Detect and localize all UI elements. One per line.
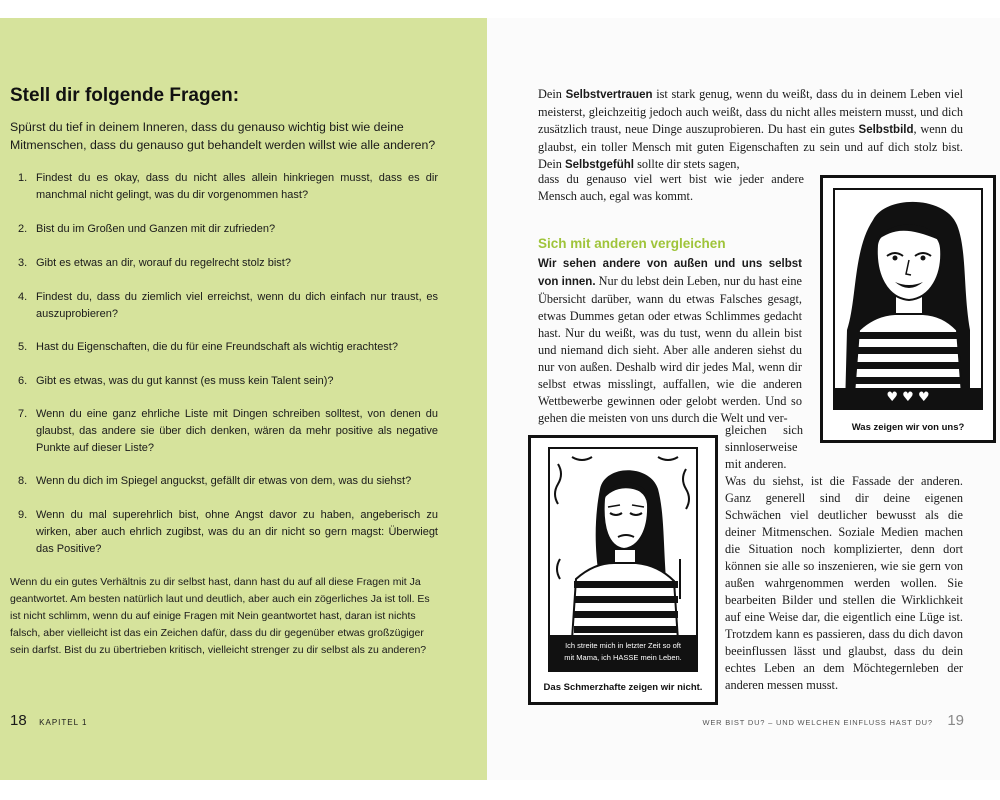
list-text: Gibt es etwas, was du gut kannst (es muss kein Talent sein)?	[36, 375, 334, 387]
list-item	[18, 373, 438, 390]
intro-paragraph: Spürst du tief in deinem Inneren, dass du genauso wichtig bist wie deine Mitmenschen, dass du genauso gut behandelt werden willst wie alle anderen?	[10, 120, 436, 152]
list-text: Findest du, dass du ziemlich viel erreichst, wenn du dich einfach nur traust, es auszuprobieren?	[36, 291, 438, 320]
illustration-caption-1: Was zeigen wir von uns?	[851, 422, 965, 433]
list-number: 1.	[18, 172, 28, 184]
illustration-caption-2: Das Schmerzhafte zeigen wir nicht.	[543, 682, 703, 693]
list-text: Gibt es etwas an dir, worauf du regelrecht stolz bist?	[36, 257, 291, 269]
list-number: 2.	[18, 223, 28, 235]
right-folio	[702, 712, 964, 730]
body-paragraph-1	[538, 86, 963, 174]
text-run: Nur du lebst dein Leben, nur du hast eine Übersicht darüber, wann du etwas Falsches gesagt, etwas Dummes getan oder etwas Schlimmes gedacht hast. Nur du weißt, was du tust, wenn du allein bist und niemand dich sieht. Aber alle anderen siehst du nur von außen. Deshalb wird dir jedes Mal, wenn dir selbst etwas misslingt, auffallen, wie die anderen Wettbewerbe gewinnen oder gelobt werden. Und so gehen die meisten von uns durch die Welt und ver-	[538, 274, 803, 425]
illustration-frame-hidden	[528, 435, 718, 705]
body-paragraph-3: Was du siehst, ist die Fassade der anderen. Ganz generell sind dir deine eigenen Schwächen viel deutlicher bewusst als die deiner Mitmenschen. Soziale Medien machen die Situation noch komplizierter, denn dort können sie alle so inszenieren, wie sie gern von außen wahrgenommen werden wollen. Sie bearbeiten Bilder und stellen die Wirklichkeit auf eine Weise dar, die eigentlich eine Lüge ist. Trotzdem kann es passieren, dass du dich davon beeinflussen lässt und glaubst, dass du dein echtes Leben an dem Möchtegernleben der anderen messen musst.	[725, 474, 963, 692]
text-run: ist stark genug, wenn du weißt, dass du in deinem Leben viel meisterst, gleichzeitig jedoch auch weißt, dass du nicht alles meistern musst, und dich zusätzlich traust, neue Dinge auszuprobieren. Du hast ein gutes	[538, 87, 964, 136]
list-number: 8.	[18, 475, 28, 487]
page-number: 19	[947, 712, 964, 729]
body-paragraph-2-narrow: gleichen sich sinnloserweise mit anderen.	[725, 423, 803, 471]
list-text: Bist du im Großen und Ganzen mit dir zufrieden?	[36, 223, 276, 235]
summary-paragraph: Wenn du ein gutes Verhältnis zu dir selbst hast, dann hast du auf all diese Fragen mit Ja geantwortet. Am besten natürlich laut und deutlich, aber auch ein zögerliches Ja ist toll. Es ist nicht schlimm, wenn du auf einige Fragen mit Nein geantwortet hast, daran ist nichts falsch, aber vielleicht ist das ein Zeichen dafür, dass du dir gegenüber etwas großzügiger sein darfst. Bist du zu übertrieben kritisch, vielleicht strenger zu dir selbst als zu anderen?	[10, 576, 430, 656]
text-run: Dein	[538, 87, 566, 101]
list-item	[18, 339, 438, 356]
speech-text	[550, 640, 696, 664]
term-selbstbild: Selbstbild	[858, 124, 914, 136]
left-folio	[10, 712, 87, 730]
list-number: 3.	[18, 257, 28, 269]
body-paragraph-1-cont: dass du genauso viel wert bist wie jeder andere Mensch auch, egal was kommt.	[538, 172, 804, 203]
list-number: 7.	[18, 408, 28, 420]
list-item	[18, 473, 438, 490]
illustration-portrait-sad	[548, 447, 698, 672]
text-run: , wenn du glaubst, ein toller Mensch mit guten Eigenschaften zu sein und auf dich stolz bist. Dein	[538, 122, 963, 171]
running-head: WER BIST DU? – UND WELCHEN EINFLUSS HAST DU?	[702, 718, 933, 727]
speech-line-2: mit Mama, ich HASSE mein Leben.	[564, 653, 682, 662]
page-number: 18	[10, 712, 27, 729]
list-text: Hast du Eigenschaften, die du für eine Freundschaft als wichtig erachtest?	[36, 341, 398, 353]
illustration-portrait-smiling	[833, 188, 983, 410]
list-item	[18, 406, 438, 457]
illustration-frame-confident	[820, 175, 996, 443]
list-text: Wenn du mal superehrlich bist, ohne Angst davor zu haben, angeberisch zu wirken, aber auch ehrlich zugibst, was du an dir nicht so gern magst: Überwiegt das Positive?	[36, 509, 438, 555]
list-text: Wenn du eine ganz ehrliche Liste mit Dingen schreiben solltest, von denen du glaubst, das andere sie über dich denken, wären da mehr positive als negative Punkte auf dieser Liste?	[36, 408, 438, 454]
section-heading: Sich mit anderen vergleichen	[538, 236, 726, 251]
text-run: sollte dir stets sagen,	[634, 157, 740, 171]
sad-woman-drawing	[550, 449, 696, 670]
list-number: 9.	[18, 509, 28, 521]
list-number: 4.	[18, 291, 28, 303]
term-selbstgefuehl: Selbstgefühl	[564, 159, 634, 171]
term-selbstvertrauen: Selbstvertrauen	[565, 89, 653, 101]
lead-sentence: Wir sehen andere von außen und uns selbst von innen.	[538, 258, 802, 288]
heart-icon: ♥ ♥ ♥	[886, 390, 930, 405]
body-paragraph-2	[538, 255, 802, 427]
list-item	[18, 170, 438, 204]
page-title: Stell dir folgende Fragen:	[10, 85, 240, 106]
list-item	[18, 255, 438, 272]
list-text: Findest du es okay, dass du nicht alles allein hinkriegen musst, dass es dir manchmal nicht gelingt, was du dir vorgenommen hast?	[36, 172, 438, 201]
list-number: 6.	[18, 375, 28, 387]
chapter-label: KAPITEL 1	[39, 718, 88, 727]
list-item	[18, 221, 438, 238]
speech-line-1: Ich streite mich in letzter Zeit so oft	[565, 641, 681, 650]
list-item	[18, 289, 438, 323]
list-item	[18, 507, 438, 558]
smiling-woman-drawing	[835, 190, 981, 408]
list-text: Wenn du dich im Spiegel anguckst, gefällt dir etwas von dem, was du siehst?	[36, 475, 412, 487]
list-number: 5.	[18, 341, 28, 353]
